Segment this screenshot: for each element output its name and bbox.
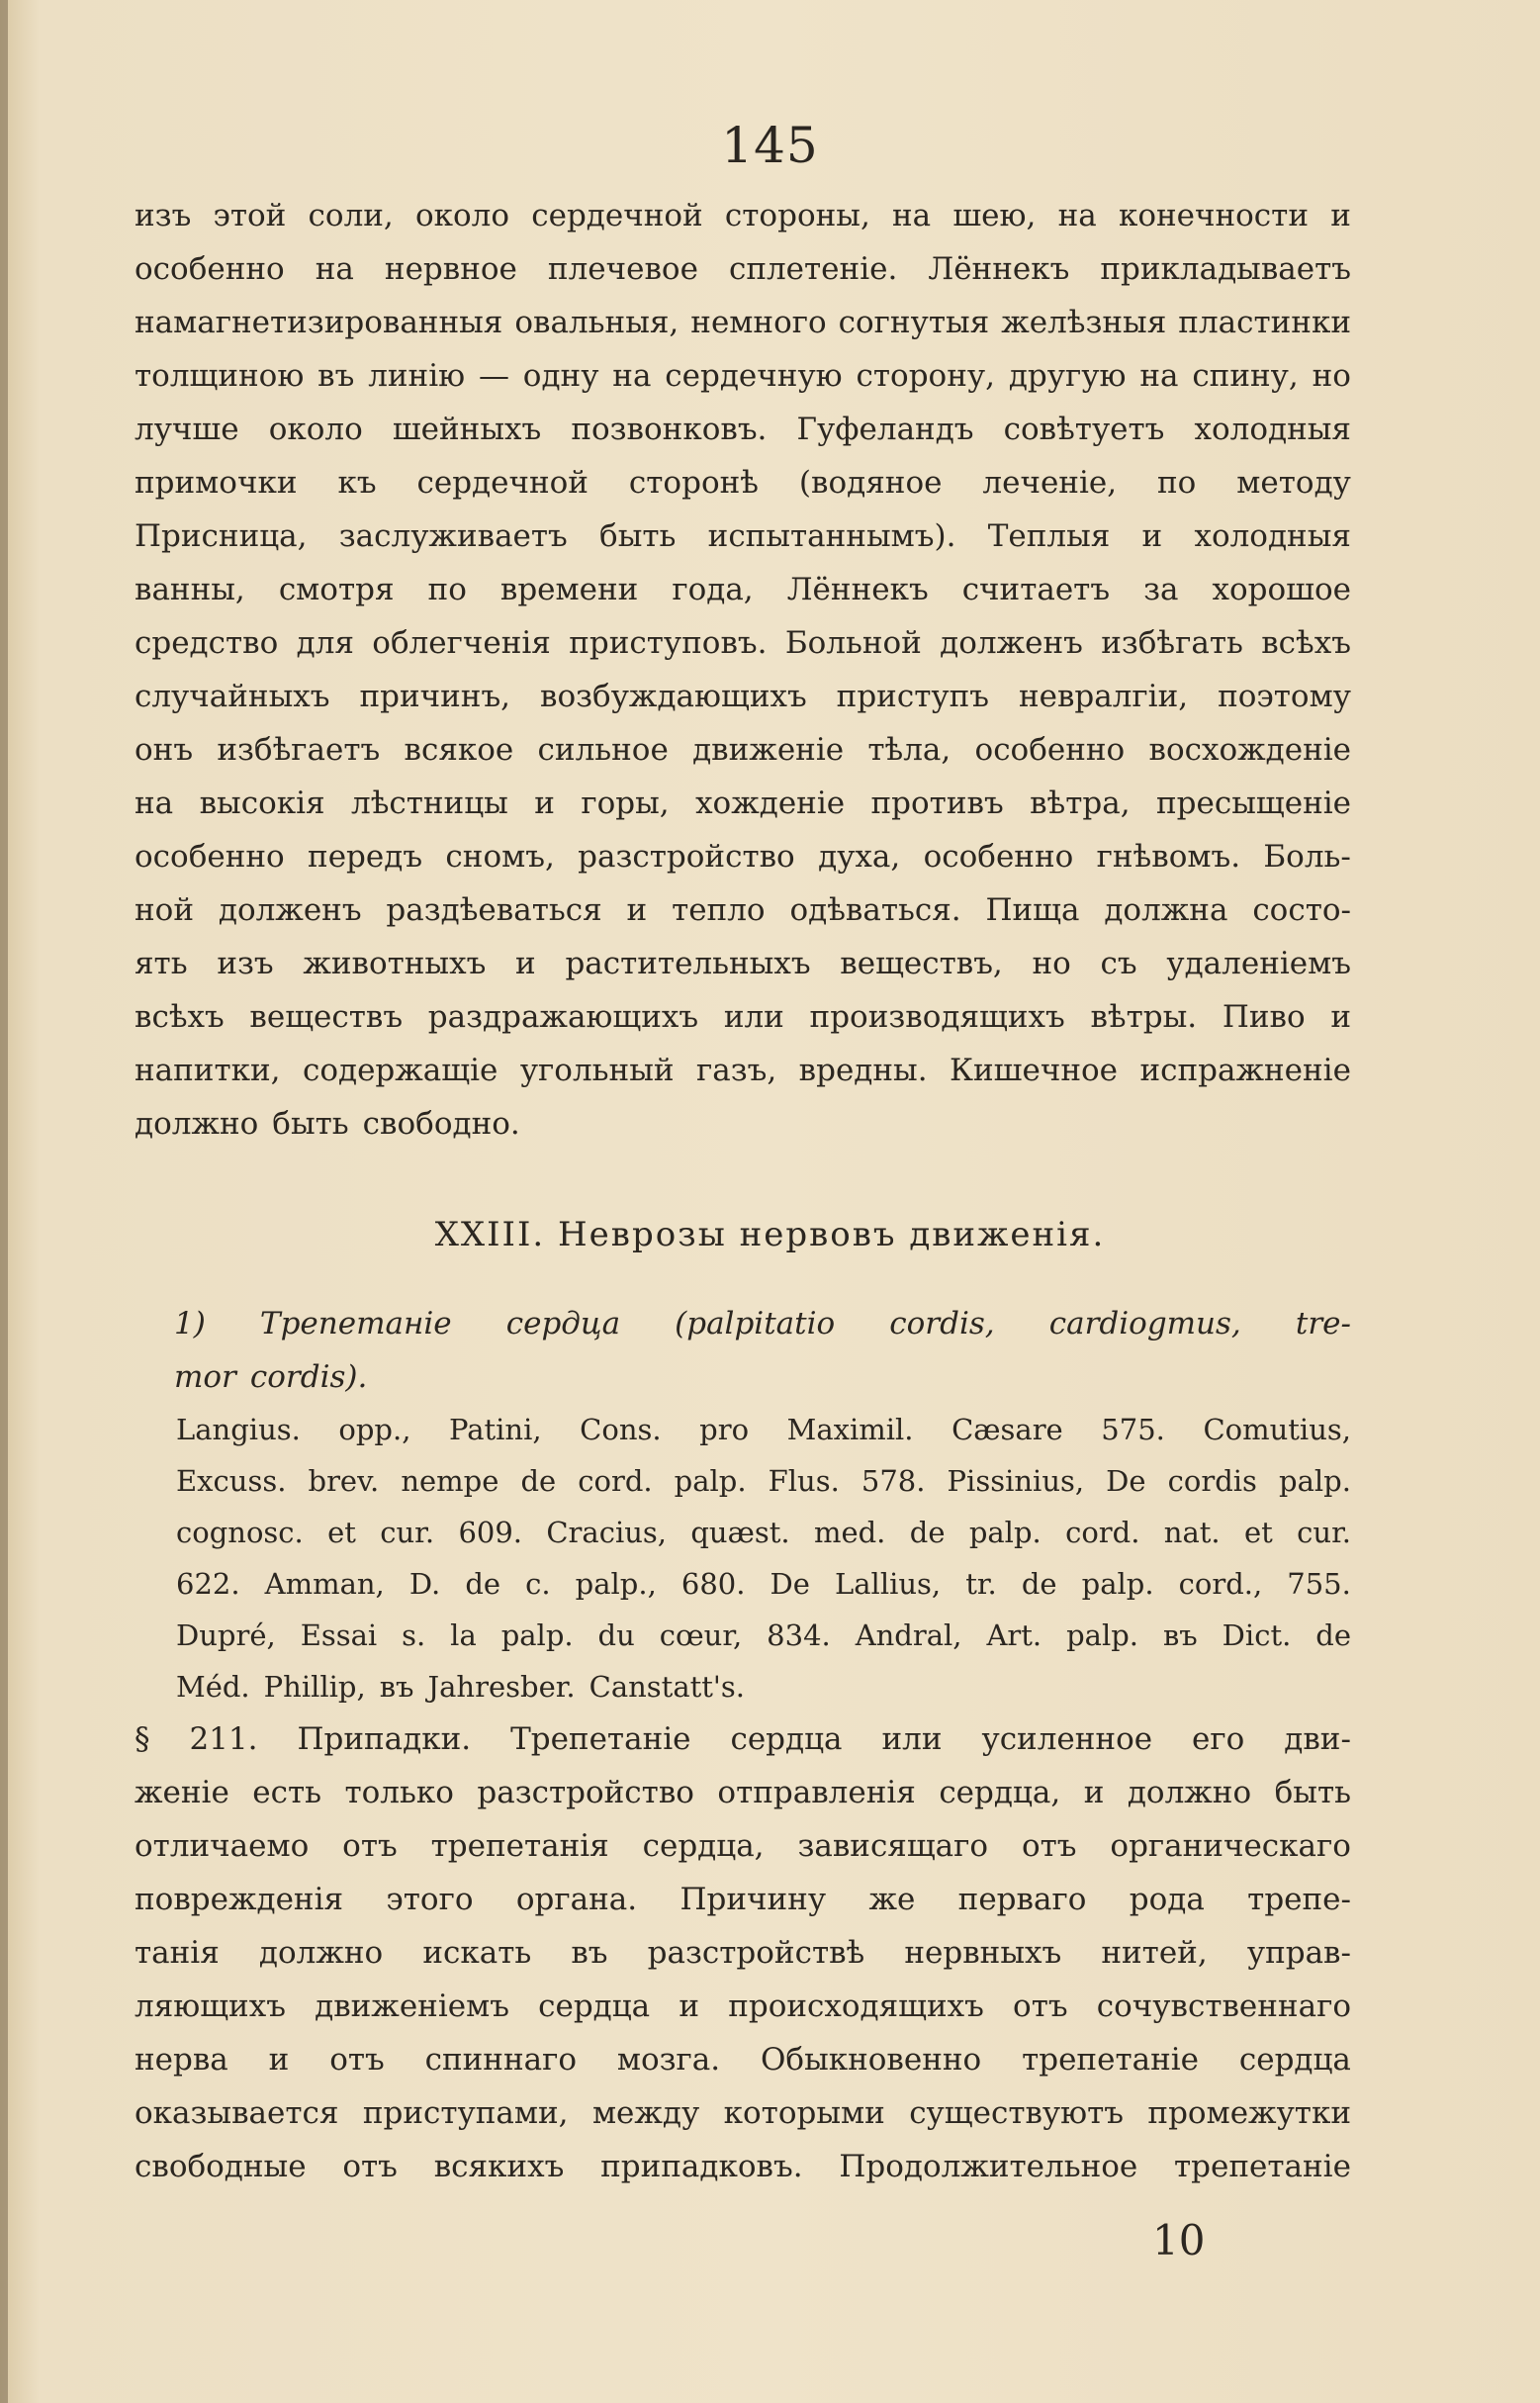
text-line: танія должно искать въ разстройствѣ нервныхъ нитей, управ- — [135, 1935, 1351, 1971]
text-line: mor cordis). — [174, 1359, 368, 1395]
text-line: ванны, смотря по времени года, Лённекъ считаетъ за хорошое — [135, 572, 1351, 607]
text-line: ной долженъ раздѣеваться и тепло одѣваться. Пища должна состо- — [135, 892, 1351, 928]
text-line: примочки къ сердечной сторонѣ (водяное леченіе, по методу — [135, 465, 1351, 501]
text-line: толщиною въ линію — одну на сердечную сторону, другую на спину, но — [135, 358, 1351, 394]
text-line: онъ избѣгаетъ всякое сильное движеніе тѣла, особенно восхожденіе — [135, 732, 1351, 768]
section-heading: XXIII. Неврозы нервовъ движенія. — [434, 1215, 1106, 1254]
text-line: должно быть свободно. — [135, 1106, 520, 1142]
text-line: особенно на нервное плечевое сплетеніе. Лённекъ прикладываетъ — [135, 251, 1351, 287]
text-line: cognosc. et cur. 609. Cracius, quæst. med. de palp. cord. nat. et cur. — [176, 1516, 1351, 1549]
text-line: случайныхъ причинъ, возбуждающихъ приступъ невралгіи, поэтому — [135, 679, 1351, 714]
text-line: Dupré, Essai s. la palp. du cœur, 834. Andral, Art. palp. въ Dict. de — [176, 1618, 1351, 1652]
paragraph-symptoms — [135, 1721, 1351, 2202]
text-line: ляющихъ движеніемъ сердца и происходящихъ отъ сочувственнаго — [135, 1988, 1351, 2024]
text-line: 1) Трепетаніе сердца (palpitatio cordis, cardiogmus, tre- — [174, 1306, 1351, 1341]
page-number: 145 — [721, 117, 819, 174]
signature-mark: 10 — [1152, 2216, 1206, 2264]
text-line: средство для облегченія приступовъ. Больной долженъ избѣгать всѣхъ — [135, 625, 1351, 661]
page-edge — [0, 0, 8, 2403]
text-line: § 211. Припадки. Трепетаніе сердца или усиленное его дви- — [135, 1721, 1351, 1757]
text-line: Méd. Phillip, въ Jahresber. Canstatt's. — [176, 1670, 745, 1704]
text-line: 622. Amman, D. de c. palp., 680. De Lallius, tr. de palp. cord., 755. — [176, 1567, 1351, 1601]
paragraph-treatment — [135, 198, 1351, 1159]
text-line: напитки, содержащіе угольный газъ, вредны. Кишечное испражненіе — [135, 1053, 1351, 1088]
text-line: лучше около шейныхъ позвонковъ. Гуфеландъ совѣтуетъ холодныя — [135, 412, 1351, 447]
text-line: ять изъ животныхъ и растительныхъ веществъ, но съ удаленіемъ — [135, 946, 1351, 981]
text-line: поврежденія этого органа. Причину же перваго рода трепе- — [135, 1882, 1351, 1917]
text-line: отличаемо отъ трепетанія сердца, зависящаго отъ органическаго — [135, 1828, 1351, 1864]
text-line: Excuss. brev. nempe de cord. palp. Flus. 578. Pissinius, De cordis palp. — [176, 1464, 1351, 1498]
text-line: особенно передъ сномъ, разстройство духа, особенно гнѣвомъ. Боль- — [135, 839, 1351, 875]
text-line: на высокія лѣстницы и горы, хожденіе противъ вѣтра, пресыщеніе — [135, 786, 1351, 821]
text-line: Langius. opp., Patini, Cons. pro Maximil. Cæsare 575. Comutius, — [176, 1413, 1351, 1446]
text-line: всѣхъ веществъ раздражающихъ или производящихъ вѣтры. Пиво и — [135, 999, 1351, 1035]
text-line: женіе есть только разстройство отправленія сердца, и должно быть — [135, 1775, 1351, 1810]
references-block — [176, 1413, 1351, 1721]
text-line: нерва и отъ спиннаго мозга. Обыкновенно трепетаніе сердца — [135, 2042, 1351, 2078]
text-line: намагнетизированныя овальныя, немного согнутыя желѣзныя пластинки — [135, 305, 1351, 340]
text-line: Присница, заслуживаетъ быть испытаннымъ). Теплыя и холодныя — [135, 518, 1351, 554]
subsection-title — [174, 1306, 1351, 1413]
text-line: свободные отъ всякихъ припадковъ. Продолжительное трепетаніе — [135, 2149, 1351, 2184]
text-line: оказывается приступами, между которыми существуютъ промежутки — [135, 2095, 1351, 2131]
text-line: изъ этой соли, около сердечной стороны, на шею, на конечности и — [135, 198, 1351, 233]
